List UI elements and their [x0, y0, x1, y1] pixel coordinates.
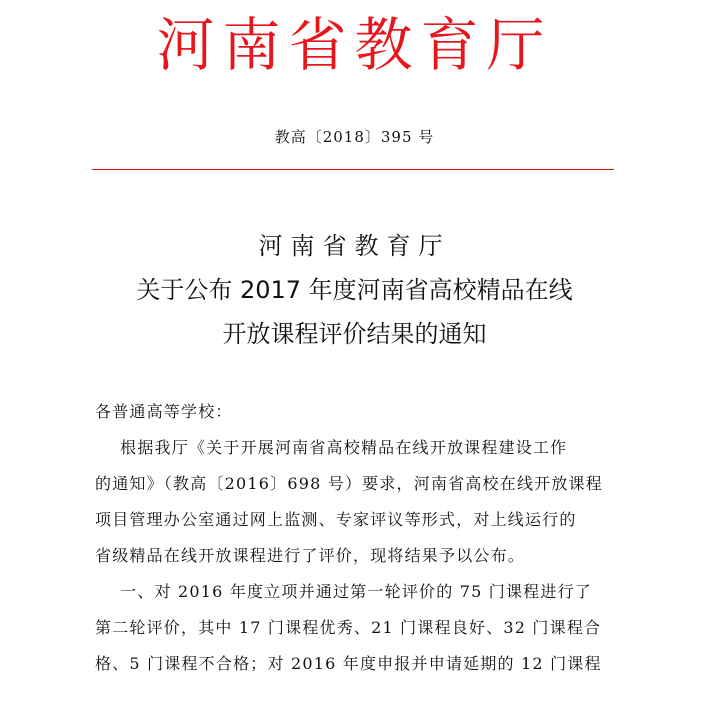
- issuing-authority-title: 河南省教育厅: [156, 11, 553, 79]
- addressee: 各普通高等学校：: [95, 402, 233, 421]
- notice-title-line-1: 河南省教育厅: [258, 232, 451, 260]
- notice-title-line-2: 关于公布 2017 年度河南省高校精品在线: [136, 276, 573, 304]
- document-number: 教高〔2018〕395 号: [274, 128, 435, 146]
- body-line: 的通知》（教高〔2016〕698 号）要求，河南省高校在线开放课程: [95, 474, 603, 493]
- body-line: 根据我厅《关于开展河南省高校精品在线开放课程建设工作: [95, 438, 568, 457]
- body-line: 一、对 2016 年度立项并通过第一轮评价的 75 门课程进行了: [95, 582, 592, 601]
- notice-title: [0, 224, 709, 356]
- notice-title-line-3: 开放课程评价结果的通知: [222, 320, 487, 348]
- body-line: 第二轮评价，其中 17 门课程优秀、21 门课程良好、32 门课程合: [95, 618, 602, 637]
- body-paragraphs: [95, 430, 615, 682]
- body-line: 项目管理办公室通过网上监测、专家评议等形式，对上线运行的: [95, 510, 577, 529]
- red-divider-line: [92, 169, 614, 170]
- body-line: 格、5 门课程不合格；对 2016 年度申报并申请延期的 12 门课程: [95, 654, 602, 673]
- body-line: 省级精品在线开放课程进行了评价，现将结果予以公布。: [95, 546, 526, 565]
